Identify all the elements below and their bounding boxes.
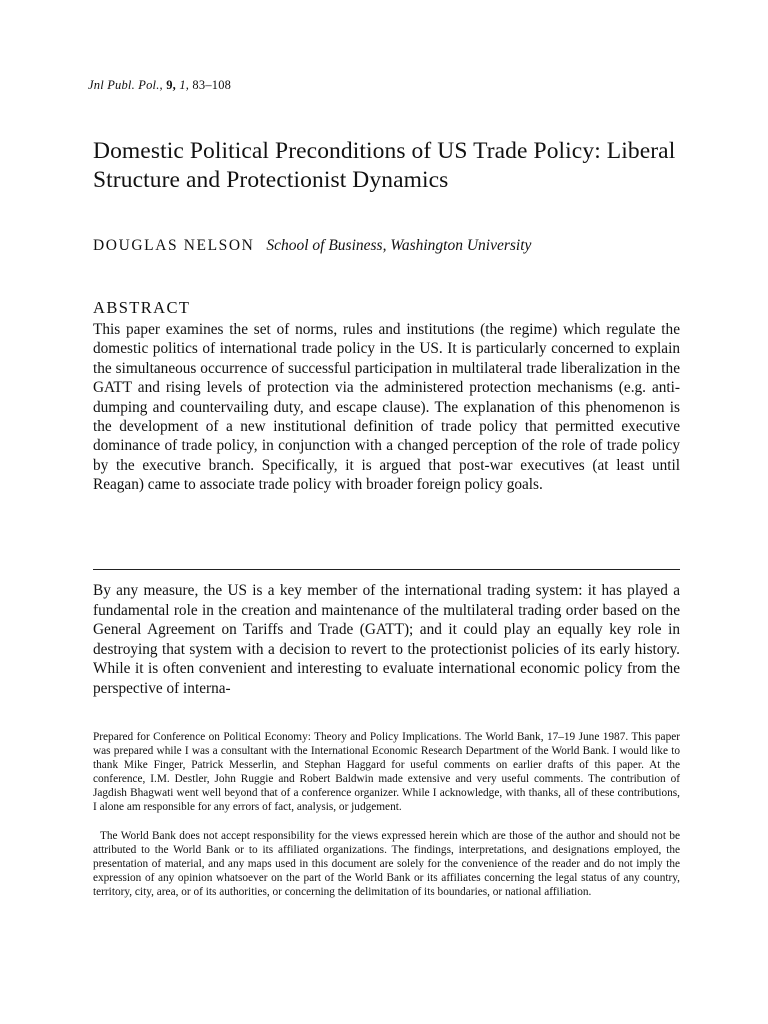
article-title: Domestic Political Preconditions of US Trade Policy: Liberal Structure and Protectionist Dynamics (93, 138, 676, 193)
abstract-heading: ABSTRACT (93, 298, 191, 317)
author-name: DOUGLAS NELSON (93, 237, 255, 254)
author-affiliation: School of Business, Washington University (266, 237, 532, 254)
journal-issue: 1, (179, 78, 190, 92)
journal-volume: 9, (166, 78, 176, 92)
abstract-text: This paper examines the set of norms, rules and institutions (the regime) which regulate the domestic politics of international trade policy in the US. It is particularly concerned to explain the simultaneous occurrence of successful participation in multilateral trade liberalization in the GATT and rising levels of protection via the administered protection mechanisms (e.g. anti-dumping and countervailing duty, and escape clause). The explanation of this phenomenon is the development of a new institutional definition of trade policy that permitted executive dominance of trade policy, in conjunction with a changed perception of the role of trade policy by the executive branch. Specifically, it is argued that post-war executives (at least until Reagan) came to associate trade policy with broader foreign policy goals. (93, 321, 680, 494)
section-divider (93, 569, 680, 570)
journal-reference (88, 78, 231, 93)
footnote-acknowledgements: Prepared for Conference on Political Economy: Theory and Policy Implications. The World Bank, 17–19 June 1987. This paper was prepared while I was a consultant with the International Economic Research Department of the World Bank. I would like to thank Mike Finger, Patrick Messerlin, and Stephan Haggard for useful comments on earlier drafts of this paper. At the conference, I.M. Destler, John Ruggie and Robert Baldwin made extensive and very useful comments. The contribution of Jagdish Bhagwati went well beyond that of a conference organizer. While I acknowledge, with thanks, all of these contributions, I alone am responsible for any errors of fact, analysis, or judgement. (93, 731, 680, 814)
journal-pages: 83–108 (192, 78, 232, 92)
journal-page (88, 0, 680, 1024)
journal-name: Jnl Publ. Pol., (88, 78, 163, 92)
body-paragraph: By any measure, the US is a key member of the international trading system: it has played a fundamental role in the creation and maintenance of the multilateral trading order based on the General Agreement on Tariffs and Trade (GATT); and it could play an equally key role in destroying that system with a decision to revert to the protectionist policies of its early history. While it is often convenient and interesting to evaluate international economic policy from the perspective of interna- (93, 582, 680, 697)
footnote-disclaimer: The World Bank does not accept responsibility for the views expressed herein which are those of the author and should not be attributed to the World Bank or to its affiliated organizations. The findings, interpretations, and designations employed, the presentation of material, and any maps used in this document are solely for the convenience of the reader and do not imply the expression of any opinion whatsoever on the part of the World Bank or its affiliates concerning the legal status of any country, territory, city, area, or of its authorities, or concerning the delimitation of its boundaries, or national affiliation. (93, 830, 680, 899)
author-line (93, 237, 680, 255)
